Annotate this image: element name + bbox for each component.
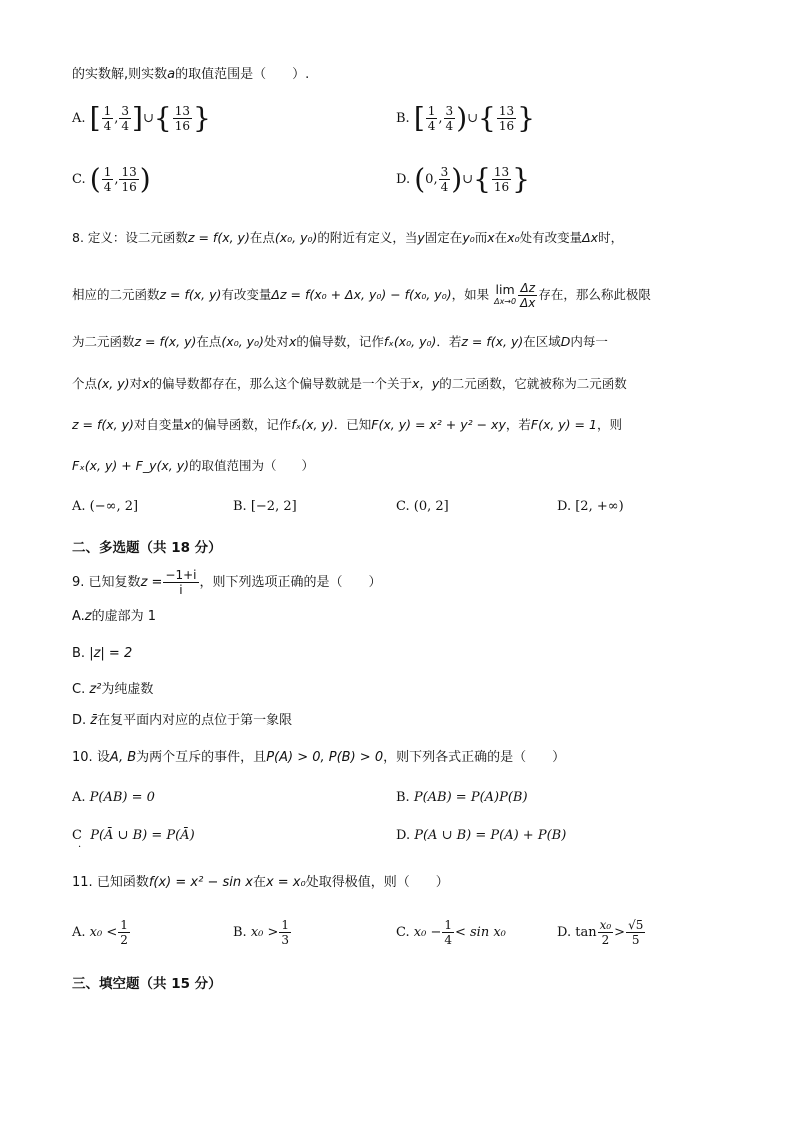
q11-option-b[interactable] (233, 918, 292, 947)
math: < sin x₀ (454, 925, 506, 940)
limit (494, 281, 517, 308)
option-value: (−∞, 2] (89, 499, 139, 514)
text: 已知函数 (96, 875, 149, 890)
q10-option-d[interactable] (396, 828, 566, 843)
text: 为二元函数 (72, 334, 135, 349)
fraction (118, 918, 130, 947)
brace: } (517, 101, 535, 135)
math: x₀ (507, 230, 520, 245)
q10-option-c[interactable] (72, 828, 195, 843)
option-value: [−2, 2] (250, 499, 297, 514)
text: ．已知 (333, 417, 372, 432)
math: Δz = f(x₀ + Δx, y₀) − f(x₀, y₀) (271, 287, 452, 302)
math: |z| = 2 (89, 646, 133, 661)
text: 在 (252, 875, 266, 890)
fraction (119, 104, 131, 133)
math: P(A) > 0, P(B) > 0 (266, 750, 384, 765)
option-label: B. (233, 925, 247, 940)
math: x (183, 417, 192, 432)
bracket: ) (451, 162, 463, 196)
math: Δx (582, 230, 599, 245)
q11-stem (72, 874, 449, 892)
math: P(Ā ∪ B) = P(Ā) (90, 828, 195, 843)
fraction (626, 918, 645, 947)
math: > (614, 925, 626, 940)
text: 的二元函数，它就被称为二元函数 (439, 376, 627, 391)
math: z = f(x, y) (187, 230, 250, 245)
math: z (84, 609, 92, 624)
q8-line-1 (72, 229, 623, 247)
text: 而 (474, 230, 488, 245)
q11-option-a[interactable] (72, 918, 131, 947)
math: F(x, y) = 1 (530, 417, 597, 432)
text: ，则下列各式正确的是（ ） (383, 750, 566, 765)
text: 的附近有定义，当 (317, 230, 418, 245)
math: x₀ − (413, 925, 442, 940)
option-label: A. (72, 111, 86, 126)
math: x (142, 376, 150, 391)
text: 设 (96, 750, 110, 765)
option-label: C. (72, 172, 86, 187)
numerator: −1+i (165, 568, 197, 582)
text: 在区域 (523, 334, 561, 349)
denominator: 2 (120, 933, 128, 947)
option-label: A. (72, 609, 85, 624)
q10-stem (72, 749, 565, 767)
option-label: C. (396, 925, 410, 940)
text: ，如果 (451, 287, 490, 302)
section-heading-multiple-choice: 二、多选题（共 18 分） (72, 540, 222, 556)
numerator: 13 (493, 165, 510, 179)
numerator: 1 (281, 918, 290, 932)
q8-line-4 (72, 375, 627, 393)
option-label: A. (72, 790, 86, 805)
text: ，若 (505, 417, 531, 432)
bracket: ) (139, 162, 151, 196)
option-label: D. (557, 499, 572, 514)
fraction (497, 104, 516, 133)
math: x (288, 334, 297, 349)
math: A, B (109, 750, 137, 765)
denominator: 4 (444, 933, 452, 947)
text: 存在，那么称此极限 (538, 287, 651, 302)
q7-option-c[interactable]: C. ( $\frac{1}{4}$ , $\frac{13}{16}$ ) (72, 162, 151, 196)
text: 个点 (72, 376, 98, 391)
question-number: 11. (72, 875, 93, 890)
q8-line-5 (72, 416, 622, 434)
q9-option-d[interactable] (72, 712, 292, 730)
denominator: 5 (631, 933, 640, 947)
denominator: 4 (121, 119, 130, 133)
question-number: 10. (72, 750, 93, 765)
text: 的偏导数，记作 (296, 334, 384, 349)
text: 为纯虚数 (101, 682, 154, 697)
math: f(x) = x² − sin x (148, 875, 253, 890)
math: z = f(x, y) (461, 334, 524, 349)
denominator: 16 (498, 119, 515, 133)
text: 时， (598, 230, 624, 245)
math: fₓ(x₀, y₀) (383, 334, 437, 349)
numerator: 1 (103, 104, 112, 118)
lim-text: lim (495, 281, 515, 297)
stray-dot: · (78, 842, 82, 853)
bracket: ( (414, 162, 426, 196)
text: 有改变量 (221, 287, 272, 302)
bracket: [ (89, 101, 101, 135)
q7-option-d[interactable] (396, 162, 530, 196)
q9-option-b[interactable] (72, 645, 132, 663)
fraction (163, 568, 198, 597)
text: ．若 (436, 334, 462, 349)
numerator: 1 (427, 104, 436, 118)
math: (x₀, y₀) (221, 334, 264, 349)
fraction (439, 165, 451, 194)
fraction (279, 918, 291, 947)
denominator: 4 (440, 180, 449, 194)
math: (x, y) (97, 376, 130, 391)
denominator: 16 (121, 180, 137, 194)
q7-stem (72, 66, 309, 84)
denominator: 2 (601, 933, 610, 947)
text: 处对 (263, 334, 289, 349)
lim-sub: Δx→0 (494, 296, 517, 306)
bracket: ( (89, 162, 101, 196)
brace: } (512, 162, 530, 196)
math: (x₀, y₀) (274, 230, 318, 245)
option-label: B. (396, 790, 410, 805)
math: x = x₀ (265, 875, 306, 890)
text: 对自变量 (133, 417, 184, 432)
brace: { (153, 101, 172, 135)
option-label: D. (72, 713, 87, 728)
denominator: 4 (103, 180, 112, 194)
math: x₀ < (89, 925, 118, 940)
text: 处有改变量 (519, 230, 583, 245)
option-label: C. (396, 499, 410, 514)
option-value: (0, 2] (413, 499, 449, 514)
numerator: 13 (498, 104, 515, 118)
text: 处取得极值，则（ ） (305, 875, 449, 890)
text: ，则 (596, 417, 622, 432)
option-label: D. (396, 828, 411, 843)
text: 的虚部为 1 (91, 609, 157, 624)
numerator: 1 (120, 918, 128, 932)
q7-stem-var: a (167, 67, 176, 82)
option-label: A. (72, 499, 86, 514)
brace: { (478, 101, 496, 135)
fraction (444, 104, 456, 133)
option-label: C. (72, 682, 86, 697)
q7-option-b[interactable]: B. [ $\frac{1}{4}$ , $\frac{3}{4}$ )∪{ $\frac{13}{16}$ } (396, 101, 535, 135)
text: 在点 (249, 230, 275, 245)
denominator: i (179, 583, 183, 597)
numerator: Δz (520, 281, 535, 295)
q10-option-a[interactable] (72, 790, 155, 805)
fraction (119, 165, 138, 194)
numerator: 1 (444, 918, 452, 932)
math: x，y (411, 376, 440, 391)
fraction (442, 918, 454, 947)
numerator: 1 (103, 165, 112, 179)
math: P(AB) = P(A)P(B) (413, 790, 528, 805)
numerator: 3 (121, 104, 130, 118)
text: 固定在 (424, 230, 463, 245)
denominator: 16 (174, 119, 190, 133)
math: x₀ > (250, 925, 279, 940)
numerator: 13 (121, 165, 137, 179)
fraction (518, 281, 537, 310)
q9-option-c[interactable] (72, 681, 153, 699)
option-label: B. (233, 499, 247, 514)
q7-stem-text: 的实数解,则实数 (72, 67, 168, 82)
math: z² (89, 682, 102, 697)
numerator: √5 (628, 918, 644, 932)
text: 在复平面内对应的点位于第一象限 (97, 713, 293, 728)
union-symbol: ∪ (462, 172, 474, 187)
option-label: B. (396, 111, 410, 126)
text: 内每一 (570, 334, 608, 349)
math: z = f(x, y) (159, 287, 222, 302)
numerator: 3 (440, 165, 449, 179)
q7-option-a[interactable]: A. [ $\frac{1}{4}$ , $\frac{3}{4}$ ]∪{ $\frac{13}{16}$ } (72, 101, 211, 135)
text: 对 (129, 376, 143, 391)
option-label: B. (72, 646, 86, 661)
denominator: 4 (427, 119, 436, 133)
math: z = f(x, y) (134, 334, 197, 349)
math: P(AB) = 0 (89, 790, 155, 805)
option-label: D. (557, 925, 572, 940)
math: D (560, 334, 571, 349)
math: fₓ(x, y) (291, 417, 334, 432)
q8-line-3 (72, 333, 608, 351)
brace: } (192, 101, 211, 135)
bracket: [ (413, 101, 425, 135)
q11-option-c[interactable] (396, 918, 506, 947)
math: F(x, y) = x² + y² − xy (371, 417, 506, 432)
bracket: ) (456, 101, 468, 135)
q9-stem (72, 568, 382, 597)
denominator: 4 (445, 119, 454, 133)
q10-option-b[interactable] (396, 790, 528, 805)
fraction (492, 165, 511, 194)
option-label: A. (72, 925, 86, 940)
question-number: 8. (72, 230, 84, 245)
text: 已知复数 (88, 575, 141, 590)
denominator: Δx (520, 296, 536, 310)
option-label: C (72, 828, 82, 843)
denominator: 16 (493, 180, 510, 194)
text: 在 (494, 230, 508, 245)
math: y₀ (462, 230, 475, 245)
math: z̄ (90, 713, 98, 728)
text: 的取值范围为（ ） (189, 458, 315, 473)
q8-option-a[interactable] (72, 499, 138, 514)
denominator: 4 (103, 119, 112, 133)
math: y (417, 230, 425, 245)
q8-line-2 (72, 281, 651, 310)
q8-line-6 (72, 457, 314, 475)
option-value: [2, +∞) (575, 499, 624, 514)
math: Fₓ(x, y) + F_y(x, y) (72, 458, 189, 473)
q8-option-b[interactable] (233, 499, 297, 514)
fraction (102, 165, 114, 194)
union-symbol: ∪ (142, 111, 154, 126)
text: 相应的二元函数 (72, 287, 160, 302)
section-heading-fill-in: 三、填空题（共 15 分） (72, 976, 222, 992)
math: z = (140, 575, 163, 590)
bracket: ] (132, 101, 143, 135)
question-number: 9. (72, 575, 85, 590)
math: tan (575, 925, 597, 940)
math: x (487, 230, 495, 245)
q9-option-a[interactable] (72, 608, 156, 626)
text: 在点 (196, 334, 222, 349)
fraction (102, 104, 114, 133)
fraction (598, 918, 614, 947)
q8-option-c[interactable] (396, 499, 449, 514)
zero-value: 0, (425, 172, 438, 187)
fraction (426, 104, 438, 133)
numerator: x₀ (599, 918, 612, 932)
text: 为两个互斥的事件，且 (136, 750, 267, 765)
text: 的偏导数都存在，那么这个偏导数就是一个关于 (149, 376, 412, 391)
math: z = f(x, y) (72, 417, 134, 432)
brace: { (473, 162, 491, 196)
numerator: 3 (445, 104, 454, 118)
text: 定义：设二元函数 (87, 230, 188, 245)
math: P(A ∪ B) = P(A) + P(B) (414, 828, 567, 843)
q8-option-d[interactable] (557, 499, 624, 514)
fraction (173, 104, 192, 133)
numerator: 13 (174, 104, 190, 118)
text: 的偏导函数，记作 (191, 417, 292, 432)
union-symbol: ∪ (467, 111, 479, 126)
option-label: D. (396, 172, 411, 187)
text: ，则下列选项正确的是（ ） (199, 575, 382, 590)
q11-option-d[interactable] (557, 918, 646, 947)
q7-stem-end: 的取值范围是（ ）. (175, 67, 310, 82)
denominator: 3 (281, 933, 290, 947)
